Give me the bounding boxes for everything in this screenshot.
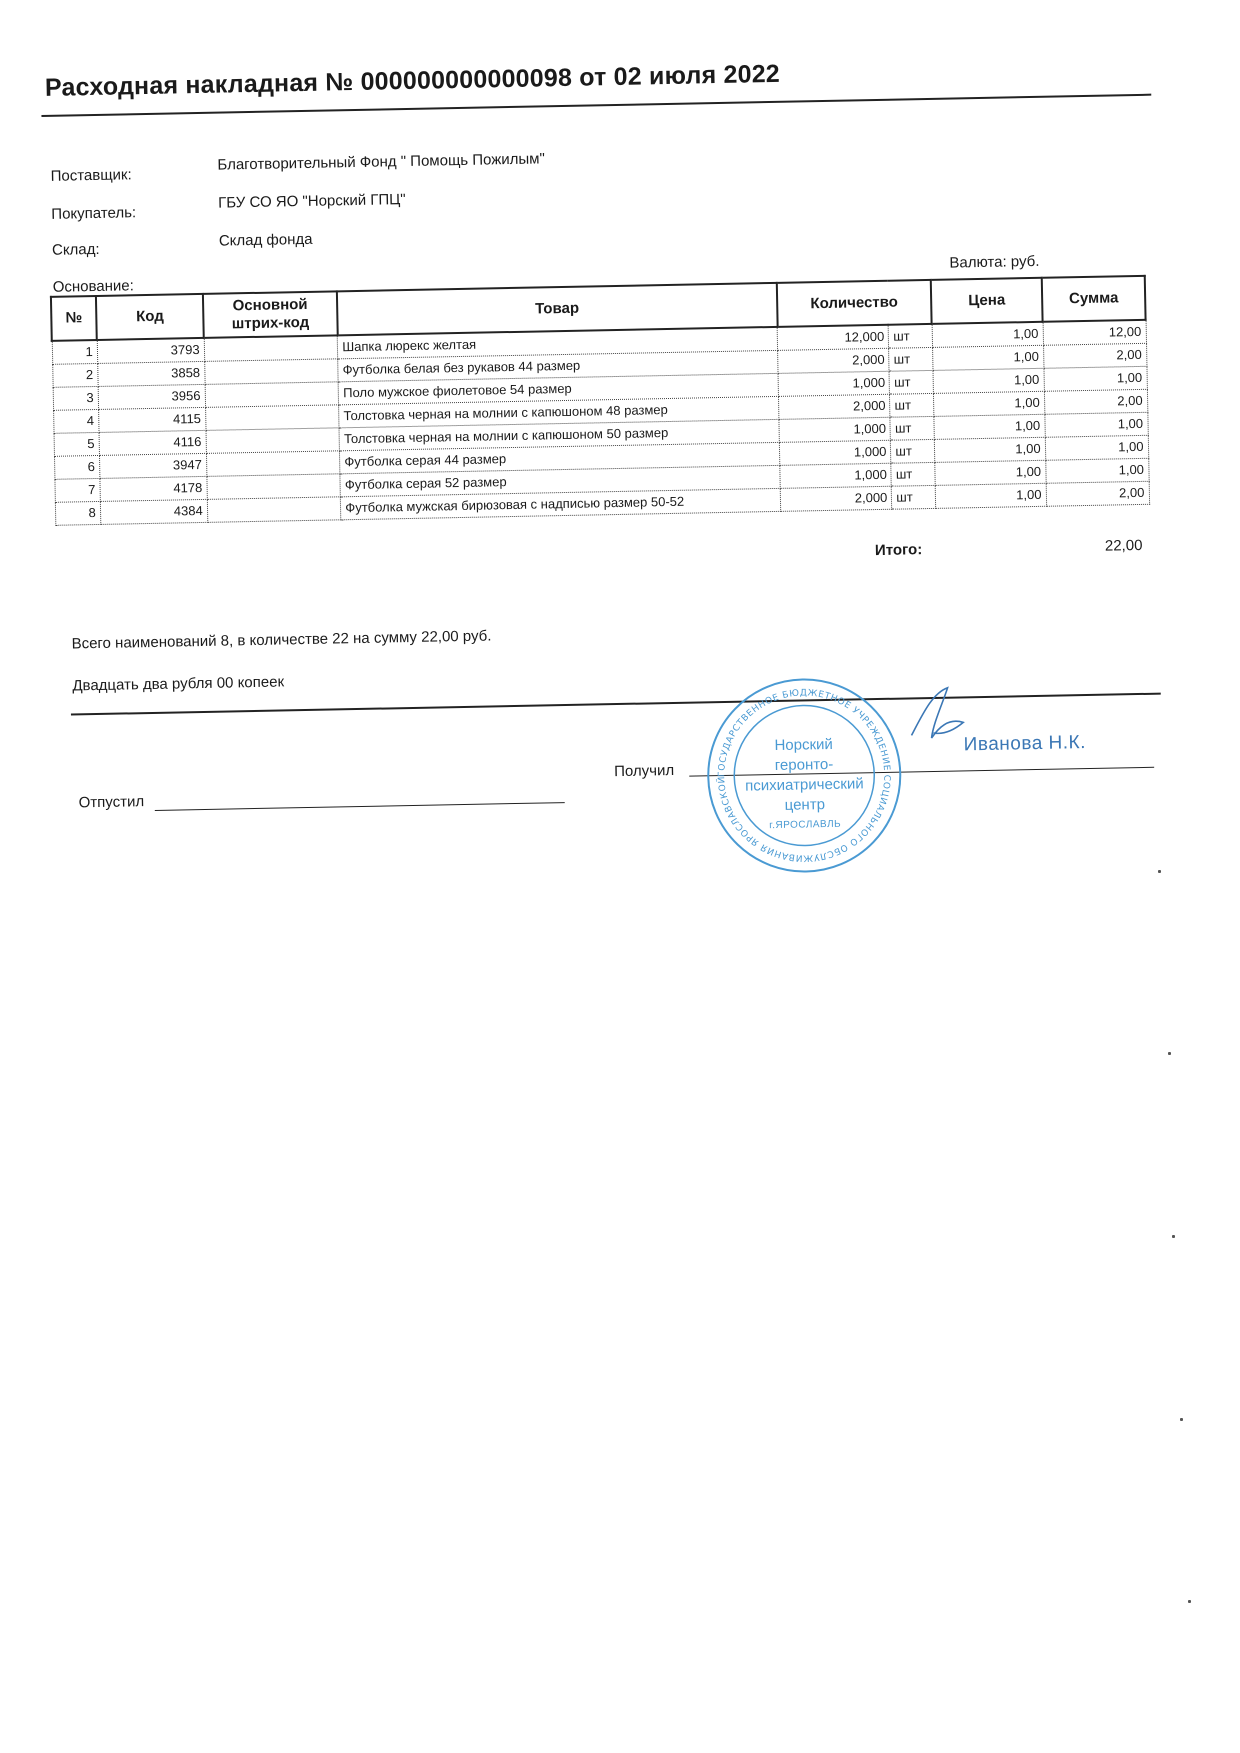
warehouse-label: Склад: [51,240,100,259]
received-name: Иванова Н.К. [963,732,1087,756]
row-barcode [207,497,341,523]
header-product: Товар [337,283,778,335]
row-barcode [206,451,340,477]
stamp-line-3: психиатрический [745,775,864,795]
row-unit: шт [889,370,933,394]
row-unit: шт [891,462,935,486]
header-sum: Сумма [1042,276,1146,322]
row-qty: 1,000 [779,417,890,442]
row-barcode [207,474,341,500]
row-qty: 2,000 [781,486,892,511]
row-product: Футболка серая 52 размер [340,465,780,496]
row-price: 1,00 [933,391,1044,416]
row-unit: шт [889,347,933,371]
row-barcode [205,382,339,408]
row-price: 1,00 [935,483,1046,508]
row-sum: 2,00 [1043,343,1146,368]
row-code: 3793 [97,338,204,364]
row-code: 3947 [99,453,206,478]
items-table [50,275,1150,526]
total-value: 22,00 [1104,536,1143,555]
row-product: Футболка серая 44 размер [340,442,780,473]
released-signature-line [155,802,565,811]
row-unit: шт [890,416,934,440]
row-num: 6 [54,455,100,479]
released-label: Отпустил [78,793,145,812]
row-qty: 12,000 [778,325,889,351]
row-num: 7 [54,478,100,502]
stamp-center-text [744,734,866,836]
scan-speck [1180,1418,1183,1421]
row-num: 5 [54,432,100,456]
invoice-content [40,19,1150,863]
organization-stamp [702,674,906,878]
row-sum: 1,00 [1044,366,1147,391]
row-product: Шапка люрекс желтая [338,327,778,359]
row-sum: 2,00 [1044,389,1147,414]
row-code: 3858 [97,361,204,386]
row-price: 1,00 [932,345,1043,370]
row-qty: 1,000 [780,440,891,465]
row-price: 1,00 [933,414,1044,439]
row-barcode [206,428,340,454]
buyer-label: Покупатель: [51,204,137,223]
stamp-line-2: геронто- [774,755,834,775]
row-sum: 1,00 [1045,458,1148,483]
row-barcode [204,359,338,385]
row-num: 4 [53,409,99,433]
row-unit: шт [892,485,936,509]
received-label: Получил [613,761,675,781]
row-sum: 2,00 [1046,481,1149,506]
signature-scribble [903,682,974,753]
row-sum: 1,00 [1045,435,1148,460]
row-num: 8 [55,501,101,525]
row-product: Толстовка черная на молнии с капюшоном 48 размер [339,396,779,427]
row-product: Футболка мужская бирюзовая с надписью размер 50-52 [341,488,781,519]
row-unit: шт [891,439,935,463]
scan-speck [1172,1235,1175,1238]
row-code: 4178 [100,476,207,501]
row-num: 1 [52,340,98,364]
header-num: № [51,296,97,341]
row-product: Толстовка черная на молнии с капюшоном 50 размер [339,419,779,450]
basis-label: Основание: [52,277,135,296]
row-code: 4116 [99,430,206,455]
stamp-line-4: центр [784,796,826,814]
buyer-value: ГБУ СО ЯО "Норский ГПЦ" [218,191,406,212]
row-sum: 1,00 [1044,412,1147,437]
row-code: 4115 [98,407,205,432]
supplier-label: Поставщик: [50,166,132,185]
amount-in-words: Двадцать два рубля 00 копеек [72,673,285,695]
scan-speck [1168,1052,1171,1055]
row-barcode [205,405,339,431]
row-price: 1,00 [934,460,1045,485]
row-barcode [204,335,338,361]
row-qty: 2,000 [779,394,890,419]
header-price: Цена [931,278,1043,324]
header-quantity: Количество [777,280,932,327]
row-qty: 2,000 [778,348,889,373]
row-sum: 12,00 [1043,320,1146,345]
stamp-line-1: Норский [774,735,834,755]
stamp-ring-text: ГОСУДАРСТВЕННОЕ БЮДЖЕТНОЕ УЧРЕЖДЕНИЕ СОЦИАЛЬНОГО ОБСЛУЖИВАНИЯ ЯРОСЛАВСКОЙ ОБЛАСТИ [702,673,892,863]
document-title: Расходная накладная № 000000000000098 от 02 июля 2022 [44,59,781,102]
currency-label: Валюта: руб. [949,252,1040,272]
row-price: 1,00 [933,368,1044,393]
items-summary: Всего наименований 8, в количестве 22 на сумму 22,00 руб. [71,627,492,653]
row-qty: 1,000 [778,371,889,396]
scan-speck [1188,1600,1191,1603]
row-num: 3 [53,386,99,410]
row-num: 2 [52,363,98,387]
row-price: 1,00 [932,322,1043,348]
row-product: Поло мужское фиолетовое 54 размер [338,373,778,404]
header-code: Код [96,294,204,340]
row-code: 3956 [98,384,205,409]
row-qty: 1,000 [780,463,891,488]
scan-speck [1158,870,1161,873]
header-barcode: Основной штрих-код [203,291,337,338]
row-price: 1,00 [934,437,1045,462]
warehouse-value: Склад фонда [218,230,313,250]
row-unit: шт [890,393,934,417]
row-product: Футболка белая без рукавов 44 размер [338,350,778,381]
total-label: Итого: [874,541,923,560]
stamp-city: г.ЯРОСЛАВЛЬ [769,818,842,832]
summary-underline [71,693,1161,716]
row-code: 4384 [100,499,207,524]
supplier-value: Благотворительный Фонд " Помощь Пожилым" [217,150,546,174]
row-unit: шт [889,324,933,348]
